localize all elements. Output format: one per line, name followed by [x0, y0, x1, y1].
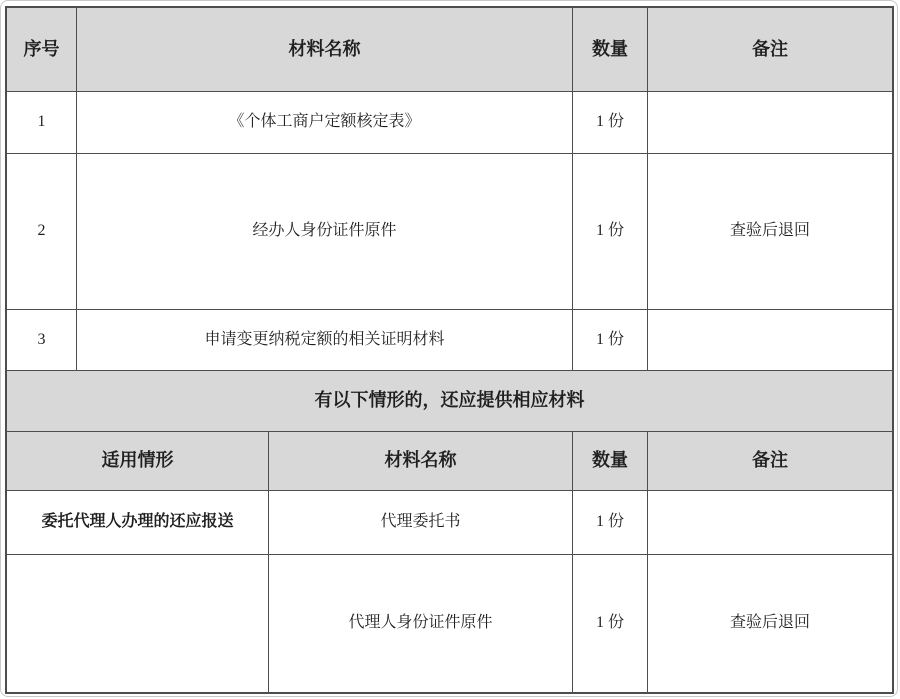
cell-name: 代理人身份证件原件	[269, 555, 573, 692]
section1-header-row	[7, 8, 892, 92]
cell-qty: 1 份	[573, 555, 648, 692]
section-divider-text: 有以下情形的，还应提供相应材料	[7, 371, 892, 431]
cell-note: 查验后退回	[729, 222, 810, 240]
cell-case	[7, 555, 269, 692]
col-header-note: 备注	[648, 432, 892, 490]
cell-case: 委托代理人办理的还应报送	[7, 491, 269, 554]
table-row	[7, 92, 892, 154]
cell-note	[648, 491, 892, 554]
cell-name: 《个体工商户定额核定表》	[77, 92, 573, 153]
cell-name: 申请变更纳税定额的相关证明材料	[77, 310, 573, 370]
table-row	[7, 154, 892, 310]
cell-note	[648, 92, 892, 153]
cell-name: 代理委托书	[269, 491, 573, 554]
cell-note	[648, 310, 892, 370]
col-header-name: 材料名称	[77, 8, 573, 91]
col-header-name: 材料名称	[269, 432, 573, 490]
cell-note: 查验后退回	[729, 614, 810, 632]
section-divider-row	[7, 371, 892, 432]
col-header-case: 适用情形	[7, 432, 269, 490]
cell-qty: 1 份	[573, 310, 648, 370]
cell-qty: 1 份	[573, 491, 648, 554]
cell-qty: 1 份	[573, 92, 648, 153]
cell-qty: 1 份	[573, 154, 648, 309]
col-header-note: 备注	[648, 8, 892, 91]
materials-table	[5, 6, 894, 694]
section2-header-row	[7, 432, 892, 491]
table-row	[7, 491, 892, 555]
table-row	[7, 555, 892, 692]
col-header-qty: 数量	[573, 432, 648, 490]
cell-no: 1	[7, 92, 77, 153]
col-header-qty: 数量	[573, 8, 648, 91]
table-row	[7, 310, 892, 371]
cell-name: 经办人身份证件原件	[77, 154, 573, 309]
col-header-no: 序号	[7, 8, 77, 91]
cell-no: 3	[7, 310, 77, 370]
cell-no: 2	[7, 154, 77, 309]
